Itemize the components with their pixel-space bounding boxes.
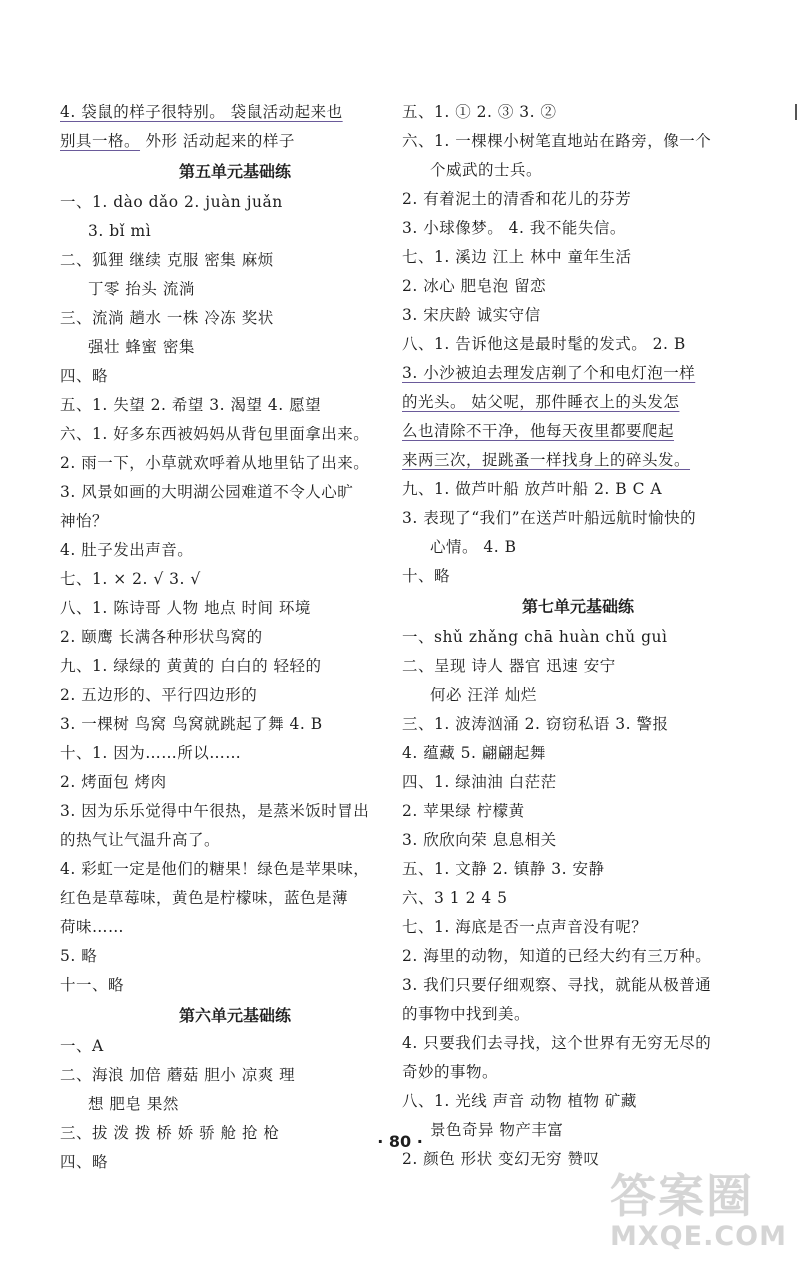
left-answer-line: 的热气让气温升高了。	[60, 831, 221, 849]
left-answer-line: 五、1. 失望 2. 希望 3. 渴望 4. 愿望	[60, 396, 322, 414]
left-answer-line: 3. 一棵树 鸟窝 鸟窝就跳起了舞 4. B	[60, 715, 323, 733]
right-answer-line: 六、1. 一棵棵小树笔直地站在路旁，像一个	[402, 132, 712, 150]
right-answer-line: 的事物中找到美。	[402, 1005, 531, 1023]
left-answer-line: 四、略	[60, 1153, 109, 1171]
right-answer-line: 来两三次，捉跳蚤一样找身上的碎头发。	[402, 451, 691, 469]
left-section-heading: 第五单元基础练	[178, 162, 291, 181]
page-edge-mark	[795, 104, 797, 120]
right-answer-line: 三、1. 波涛汹涌 2. 窃窃私语 3. 警报	[402, 715, 669, 733]
right-answer-line: 的光头。 姑父呢，那件睡衣上的头发怎	[402, 393, 680, 411]
watermark-top-text: 答案圈	[610, 1169, 754, 1223]
left-answer-line: 3. 风景如画的大明湖公园难道不令人心旷	[60, 483, 354, 501]
right-answer-line: 4. 只要我们去寻找，这个世界有无穷无尽的	[402, 1034, 712, 1052]
left-answer-line: 强壮 蜂蜜 密集	[88, 338, 195, 356]
left-answer-line: 七、1. × 2. √ 3. √	[60, 570, 201, 588]
left-answer-line: 神怡？	[60, 512, 109, 530]
left-answer-line: 六、1. 好多东西被妈妈从背包里面拿出来。	[60, 425, 370, 443]
page-number: · 80 ·	[377, 1132, 423, 1151]
right-answer-line: 八、1. 告诉他这是最时髦的发式。 2. B	[402, 335, 686, 353]
left-section-heading: 第六单元基础练	[178, 1006, 291, 1025]
right-answer-line: 四、1. 绿油油 白茫茫	[402, 773, 557, 791]
right-answer-line: 3. 小球像梦。 4. 我不能失信。	[402, 219, 626, 237]
right-answer-line: 3. 我们只要仔细观察、寻找，就能从极普通	[402, 976, 712, 994]
left-answer-line: 荷味……	[60, 918, 125, 936]
right-answer-line: 奇妙的事物。	[402, 1063, 499, 1081]
left-answer-line: 十一、略	[60, 976, 125, 994]
left-answer-line: 想 肥皂 果然	[88, 1095, 179, 1113]
right-answer-line: 心情。 4. B	[430, 538, 517, 556]
right-answer-line: 2. 冰心 肥皂泡 留恋	[402, 277, 547, 295]
right-answer-line: 一、shǔ zhǎng chā huàn chǔ guì	[402, 628, 668, 646]
right-answer-line: 2. 苹果绿 柠檬黄	[402, 802, 525, 820]
right-answer-line: 九、1. 做芦叶船 放芦叶船 2. B C A	[402, 480, 663, 498]
left-answer-line: 3. bǐ mì	[88, 222, 152, 240]
left-answer-line: 2. 颐鹰 长满各种形状鸟窝的	[60, 628, 263, 646]
right-answer-line: 3. 小沙被迫去理发店剃了个和电灯泡一样	[402, 364, 696, 382]
right-answer-line: 五、1. 文静 2. 镇静 3. 安静	[402, 860, 605, 878]
left-answer-line: 2. 烤面包 烤肉	[60, 773, 167, 791]
right-answer-line: 个威武的士兵。	[430, 161, 543, 179]
right-answer-line: 八、1. 光线 声音 动物 植物 矿藏	[402, 1092, 637, 1110]
right-answer-line: 二、呈现 诗人 器官 迅速 安宁	[402, 657, 616, 675]
left-answer-line: 5. 略	[60, 947, 98, 965]
right-answer-line: 五、1. ① 2. ③ 3. ②	[402, 103, 557, 121]
left-answer-line: 3. 因为乐乐觉得中午很热，是蒸米饭时冒出	[60, 802, 370, 820]
left-answer-line: 4. 肚子发出声音。	[60, 541, 194, 559]
left-answer-line: 二、狐狸 继续 克服 密集 麻烦	[60, 251, 274, 269]
right-answer-line: 景色奇异 物产丰富	[430, 1121, 564, 1139]
left-answer-line: 4. 袋鼠的样子很特别。 袋鼠活动起来也	[60, 103, 343, 121]
left-answer-line: 二、海浪 加倍 蘑菇 胆小 凉爽 理	[60, 1066, 296, 1084]
right-answer-line: 3. 表现了“我们”在送芦叶船远航时愉快的	[402, 509, 697, 527]
right-answer-line: 六、3 1 2 4 5	[402, 889, 508, 907]
left-answer-line: 4. 彩虹一定是他们的糖果！绿色是苹果味，	[60, 860, 370, 878]
left-answer-line: 一、1. dào dǎo 2. juàn juǎn	[60, 193, 283, 211]
left-answer-line: 四、略	[60, 367, 109, 385]
left-answer-line: 十、1. 因为……所以……	[60, 744, 242, 762]
left-answer-line: 三、拔 泼 拨 桥 娇 骄 舱 抢 枪	[60, 1124, 280, 1142]
left-answer-line: 2. 五边形的、平行四边形的	[60, 686, 258, 704]
left-answer-line: 一、A	[60, 1037, 104, 1055]
right-answer-line: 3. 宋庆龄 诚实守信	[402, 306, 541, 324]
watermark-logo	[610, 1170, 790, 1260]
left-answer-line: 丁零 抬头 流淌	[88, 280, 195, 298]
watermark-url-text: MXQE.COM	[610, 1221, 787, 1252]
right-answer-line: 2. 有着泥土的清香和花儿的芬芳	[402, 190, 632, 208]
left-answer-line: 九、1. 绿绿的 黄黄的 白白的 轻轻的	[60, 657, 322, 675]
left-answer-line: 红色是草莓味，黄色是柠檬味，蓝色是薄	[60, 889, 349, 907]
left-answer-column	[60, 98, 410, 1177]
right-answer-line: 七、1. 溪边 江上 林中 童年生活	[402, 248, 632, 266]
right-answer-column	[402, 98, 754, 1174]
right-answer-line: 么也清除不干净，他每天夜里都要爬起	[402, 422, 675, 440]
left-answer-line: 别具一格。 外形 活动起来的样子	[60, 132, 295, 150]
right-section-heading: 第七单元基础练	[521, 597, 634, 616]
right-answer-line: 七、1. 海底是否一点声音没有呢？	[402, 918, 648, 936]
right-answer-line: 十、略	[402, 567, 451, 585]
right-answer-line: 2. 海里的动物，知道的已经大约有三万种。	[402, 947, 712, 965]
right-answer-line: 4. 蕴藏 5. 翩翩起舞	[402, 744, 546, 762]
right-answer-line: 3. 欣欣向荣 息息相关	[402, 831, 557, 849]
left-answer-line: 三、流淌 趟水 一株 冷冻 奖状	[60, 309, 274, 327]
right-answer-line: 2. 颜色 形状 变幻无穷 赞叹	[402, 1150, 600, 1168]
left-answer-line: 八、1. 陈诗哥 人物 地点 时间 环境	[60, 599, 311, 617]
left-answer-line: 2. 雨一下，小草就欢呼着从地里钻了出来。	[60, 454, 370, 472]
right-answer-line: 何必 汪洋 灿烂	[430, 686, 537, 704]
